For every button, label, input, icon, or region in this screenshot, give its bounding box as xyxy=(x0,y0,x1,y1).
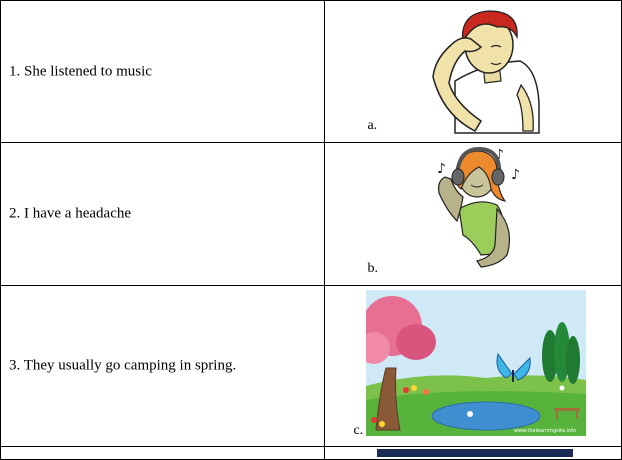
picture-cell xyxy=(325,286,622,447)
table-row xyxy=(1,286,622,447)
svg-text:♪: ♪ xyxy=(495,147,505,163)
sentence-cell xyxy=(1,143,325,286)
svg-text:♪: ♪ xyxy=(511,167,521,183)
option-letter-a: a. xyxy=(367,118,378,133)
table-row xyxy=(1,143,622,286)
table-row xyxy=(1,447,622,460)
table-row xyxy=(1,1,622,143)
sentence-2: 2. I have a headache xyxy=(9,205,132,222)
svg-text:♪: ♪ xyxy=(437,161,447,177)
picture-cell xyxy=(325,1,622,143)
image-watermark: www.thelearningsite.info xyxy=(514,428,577,434)
headache-man-icon xyxy=(425,3,545,135)
picture-cell xyxy=(325,143,622,286)
option-letter-b: b. xyxy=(367,261,378,276)
sentence-cell xyxy=(1,447,325,460)
next-picture-edge xyxy=(377,449,573,457)
sentence-3: 3. They usually go camping in spring. xyxy=(9,357,237,374)
picture-cell xyxy=(325,447,622,460)
sentence-cell xyxy=(1,286,325,447)
option-letter-c: c. xyxy=(353,423,364,438)
girl-headphones-icon xyxy=(433,145,529,271)
sentence-1: 1. She listened to music xyxy=(9,63,152,79)
spring-landscape-icon xyxy=(366,290,586,436)
sentence-cell xyxy=(1,1,325,143)
